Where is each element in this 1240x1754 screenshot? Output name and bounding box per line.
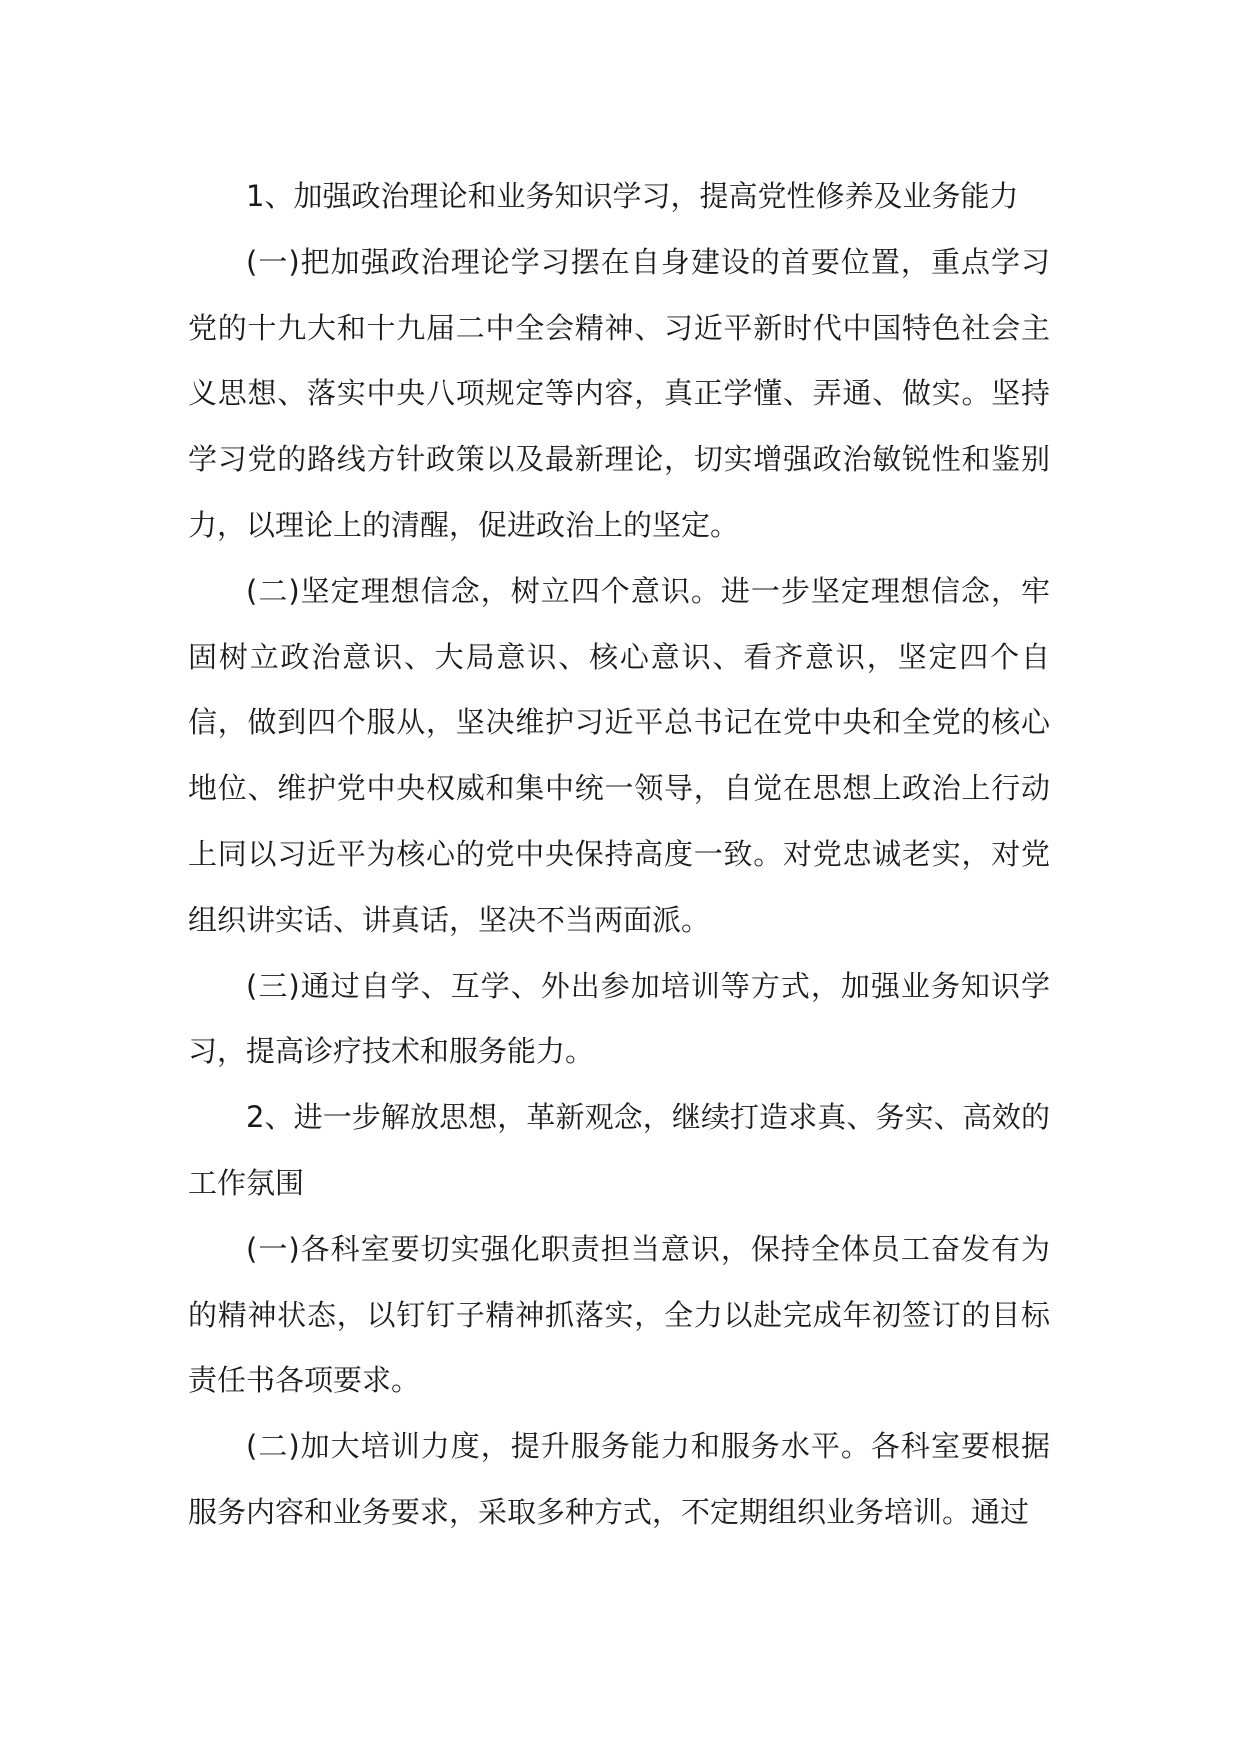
document-body	[188, 164, 1050, 1546]
paragraph-1-2-ideals-beliefs: (二)坚定理想信念，树立四个意识。进一步坚定理想信念，牢固树立政治意识、大局意识、核心意识、看齐意识，坚定四个自信，做到四个服从，坚决维护习近平总书记在党中央和全党的核心地位、维护党中央权威和集中统一领导，自觉在思想上政治上行动上同以习近平为核心的党中央保持高度一致。对党忠诚老实，对党组织讲实话、讲真话，坚决不当两面派。	[188, 573, 1050, 937]
paragraph-2-2-training: (二)加大培训力度，提升服务能力和服务水平。各科室要根据服务内容和业务要求，采取多种方式，不定期组织业务培训。通过	[188, 1429, 1050, 1529]
heading-1-political-study: 1、加强政治理论和业务知识学习，提高党性修养及业务能力	[246, 179, 1019, 213]
paragraph-1-3-business-knowledge: (三)通过自学、互学、外出参加培训等方式，加强业务知识学习，提高诊疗技术和服务能力。	[188, 968, 1050, 1069]
paragraph-2-1-responsibility: (一)各科室要切实强化职责担当意识，保持全体员工奋发有为的精神状态，以钉钉子精神抓落实，全力以赴完成年初签订的目标责任书各项要求。	[188, 1231, 1050, 1398]
heading-2-emancipate-mind: 2、进一步解放思想，革新观念，继续打造求真、务实、高效的工作氛围	[188, 1100, 1050, 1200]
paragraph-1-1-political-theory: (一)把加强政治理论学习摆在自身建设的首要位置，重点学习党的十九大和十九届二中全会精神、习近平新时代中国特色社会主义思想、落实中央八项规定等内容，真正学懂、弄通、做实。坚持学习党的路线方针政策以及最新理论，切实增强政治敏锐性和鉴别力，以理论上的清醒，促进政治上的坚定。	[188, 244, 1050, 542]
